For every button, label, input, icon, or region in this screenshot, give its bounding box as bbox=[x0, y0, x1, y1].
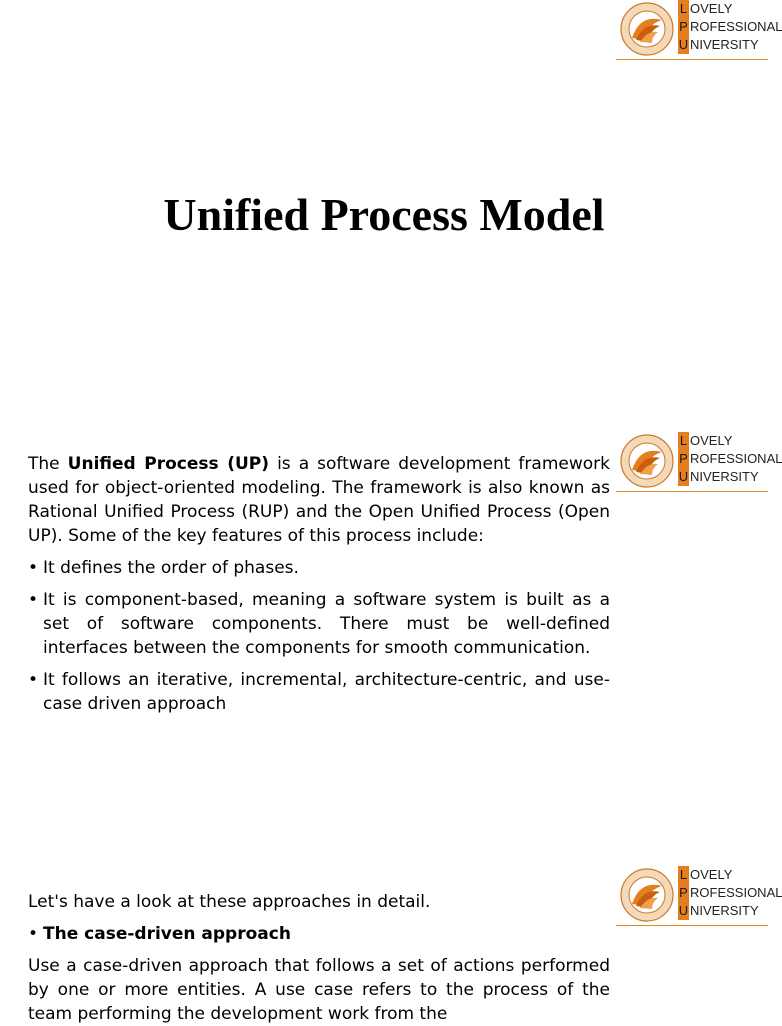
slide-3-body bbox=[28, 890, 610, 1026]
list-item: • It is component-based, meaning a software system is built as a set of software components. There must be well-defined interfaces between the components for smooth communication. bbox=[28, 588, 610, 660]
logo-word-university: NIVERSITY bbox=[690, 903, 759, 918]
logo-cap-u: U bbox=[678, 469, 689, 484]
logo-word-lovely: OVELY bbox=[690, 1, 733, 16]
logo-cap-u: U bbox=[678, 37, 689, 52]
logo-wordmark bbox=[678, 0, 782, 54]
slide-2 bbox=[0, 420, 782, 844]
logo-word-professional: ROFESSIONAL bbox=[690, 885, 782, 900]
logo-underline bbox=[616, 491, 768, 492]
section-heading: • The case-driven approach bbox=[28, 922, 610, 946]
list-item: • It follows an iterative, incremental, architecture-centric, and use-case driven approach bbox=[28, 668, 610, 716]
logo-cap-p: P bbox=[679, 451, 688, 466]
logo-cap-l: L bbox=[679, 1, 688, 16]
logo-line-3 bbox=[678, 902, 768, 920]
logo-word-professional: ROFESSIONAL bbox=[690, 451, 782, 466]
logo-word-lovely: OVELY bbox=[690, 433, 733, 448]
university-logo bbox=[616, 866, 782, 926]
intro-rest: is a software development framework used for object-oriented modeling. The framework is also known as Rational Unified Process (RUP) and the Open Unified Process (Open UP). Some of the key features of this process include: bbox=[28, 454, 610, 546]
logo-cap-u: U bbox=[678, 903, 689, 918]
logo-word-university: NIVERSITY bbox=[690, 469, 759, 484]
logo-cap-l: L bbox=[679, 433, 688, 448]
logo-word-lovely: OVELY bbox=[690, 867, 733, 882]
logo-word-professional: ROFESSIONAL bbox=[690, 19, 782, 34]
intro-paragraph bbox=[28, 452, 610, 548]
university-logo bbox=[616, 432, 782, 492]
logo-underline bbox=[616, 925, 768, 926]
logo-line-2 bbox=[678, 450, 782, 468]
logo-wordmark bbox=[678, 866, 782, 920]
case-driven-paragraph: Use a case-driven approach that follows a set of actions performed by one or more entities. A use case refers to the process of the team performing the development work from the bbox=[28, 956, 610, 1024]
logo-word-university: NIVERSITY bbox=[690, 37, 759, 52]
logo-line-1 bbox=[678, 0, 768, 18]
university-seal-icon bbox=[620, 868, 674, 922]
university-seal-icon bbox=[620, 2, 674, 56]
intro-bold-term: Unified Process (UP) bbox=[67, 454, 270, 474]
university-logo bbox=[616, 0, 782, 60]
logo-underline bbox=[616, 59, 768, 60]
logo-cap-p: P bbox=[679, 885, 688, 900]
slide-1 bbox=[0, 0, 782, 420]
logo-line-1 bbox=[678, 432, 768, 450]
university-seal-icon bbox=[620, 434, 674, 488]
logo-wordmark bbox=[678, 432, 782, 486]
logo-line-2 bbox=[678, 884, 782, 902]
slide-3 bbox=[0, 844, 782, 1024]
slide-2-body bbox=[28, 452, 610, 716]
logo-line-2 bbox=[678, 18, 782, 36]
feature-list bbox=[28, 556, 610, 716]
slide-title: Unified Process Model bbox=[163, 189, 605, 240]
approaches-intro: Let's have a look at these approaches in detail. bbox=[28, 892, 431, 912]
list-item: • It defines the order of phases. bbox=[28, 556, 610, 580]
intro-prefix: The bbox=[28, 454, 68, 474]
logo-cap-l: L bbox=[679, 867, 688, 882]
logo-line-3 bbox=[678, 36, 768, 54]
logo-line-1 bbox=[678, 866, 768, 884]
logo-cap-p: P bbox=[679, 19, 688, 34]
logo-line-3 bbox=[678, 468, 768, 486]
